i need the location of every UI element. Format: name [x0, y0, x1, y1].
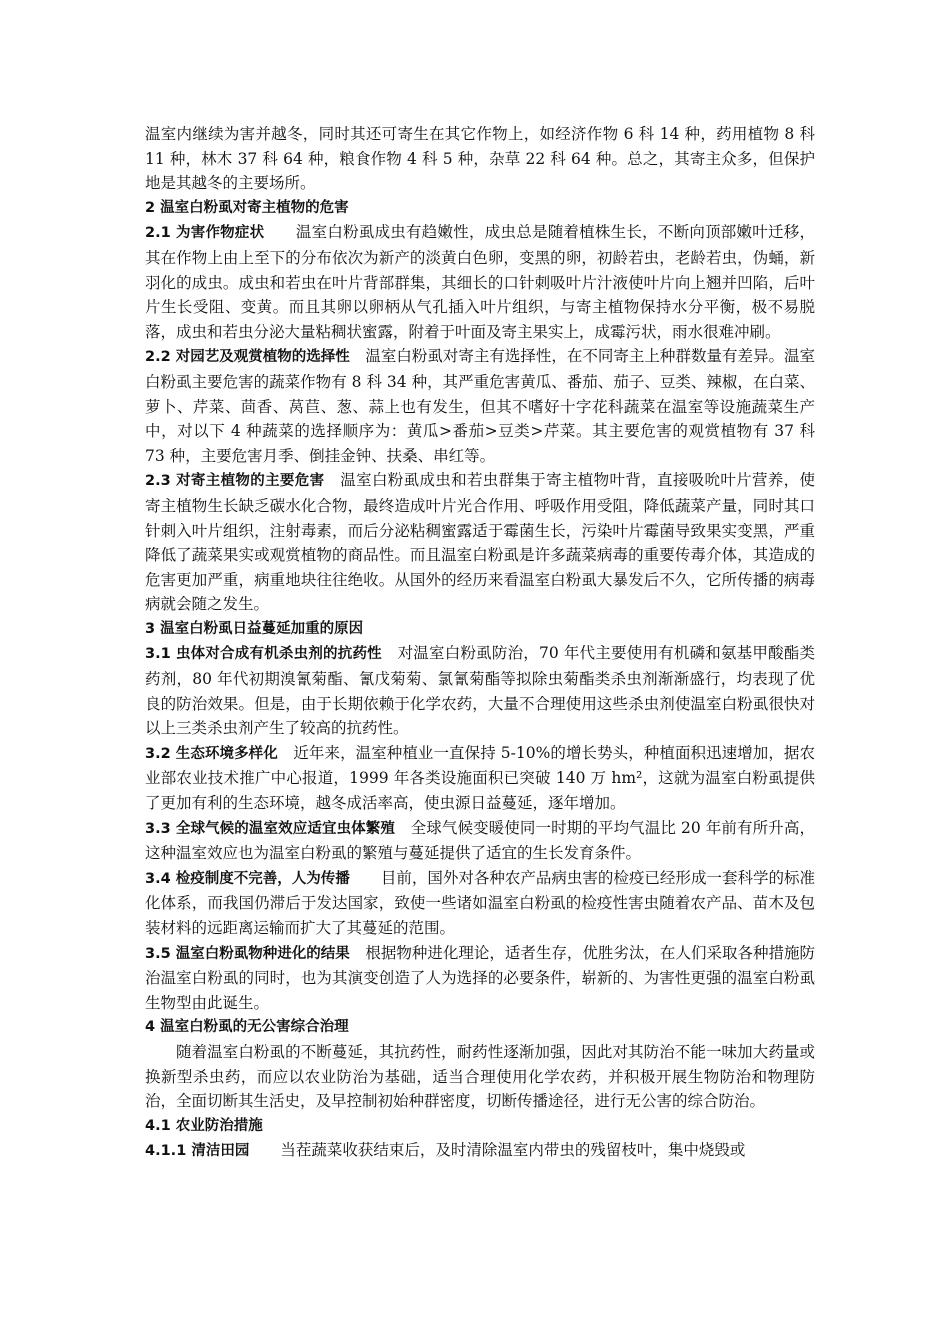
subsection-body-2-1: 温室白粉虱成虫有趋嫩性，成虫总是随着植株生长，不断向顶部嫩叶迁移，其在作物上由上至下的分布依次为新产的淡黄白色卵，变黑的卵，初龄若虫，老龄若虫，伪蛹，新羽化的成虫。成虫和若虫在叶片背部群集，其细长的口针刺吸叶片汁液使叶片向上翘并凹陷，后叶片生长受阻、变黄。而且其卵以卵柄从气孔插入叶片组织，与寄主植物保持水分平衡，极不易脱落，成虫和若虫分泌大量粘稠状蜜露，附着于叶面及寄主果实上，成霉污状，雨水很难冲刷。 [145, 223, 815, 341]
subsection-title-2-1: 2.1 为害作物症状 [145, 225, 265, 242]
subsection-title-3-4: 3.4 检疫制度不完善，人为传播 [145, 870, 350, 887]
subsection-body-3-3: 全球气候变暖使同一时期的平均气温比 20 年前有所升高，这种温室效应也为温室白粉虱的繁殖与蔓延提供了适宜的生长发育条件。 [145, 818, 815, 863]
subsection-body-3-5: 根据物种进化理论，适者生存，优胜劣汰，在人们采取各种措施防治温室白粉虱的同时，也为其演变创造了人为选择的必要条件，崭新的、为害性更强的温室白粉虱生物型由此诞生。 [145, 943, 815, 1012]
paragraph: 温室内继续为害并越冬，同时其还可寄生在其它作物上，如经济作物 6 科 14 种，药用植物 8 科 11 种，林木 37 科 64 种，粮食作物 4 科 5 种，杂草 22 科 64 种。总之，其寄主众多，但保护地是其越冬的主要场所。 [145, 125, 815, 193]
section-heading-4: 4 温室白粉虱的无公害综合治理 [145, 1019, 349, 1036]
subsection-body-2-3: 温室白粉虱成虫和若虫群集于寄主植物叶背，直接吸吮叶片营养，使寄主植物生长缺乏碳水化合物，最终造成叶片光合作用、呼吸作用受阻，降低蔬菜产量，同时其口针刺入叶片组织，注射毒素，而后分泌粘稠蜜露适于霉菌生长，污染叶片霉菌导致果实变黑，严重降低了蔬菜果实或观赏植物的商品性。而且温室白粉虱是许多蔬菜病毒的重要传毒介体，其造成的危害更加严重，病重地块往往绝收。从国外的经历来看温室白粉虱大暴发后不久，它所传播的病毒病就会随之发生。 [145, 471, 816, 614]
paragraph-2-2 [145, 344, 815, 468]
subsection-title-4-1-1: 4.1.1 清洁田园 [145, 1143, 250, 1160]
paragraph-3-3 [145, 816, 815, 866]
subsection-body-3-1: 对温室白粉虱防治，70 年代主要使用有机磷和氨基甲酸酯类药剂，80 年代初期溴氰菊酯、氰戊菊菊、氯氰菊酯等拟除虫菊酯类杀虫剂渐渐盛行，均表现了优良的防治效果。但是，由于长期依赖于化学农药，大量不合理使用这些杀虫剂使温室白粉虱很快对以上三类杀虫剂产生了较高的抗药性。 [145, 644, 816, 738]
subsection-title-3-1: 3.1 虫体对合成有机杀虫剂的抗药性 [145, 646, 382, 663]
subsection-title-2-2: 2.2 对园艺及观赏植物的选择性 [145, 349, 350, 366]
subsection-body-3-4: 目前，国外对各种农产品病虫害的检疫已经形成一套科学的标准化体系，而我国仍滞后于发达国家，致使一些诸如温室白粉虱的检疫性害虫随着农产品、苗木及包装材料的远距离运输而扩大了其蔓延的范围。 [145, 868, 815, 937]
paragraph-3-4 [145, 866, 815, 941]
section-heading-3: 3 温室白粉虱日益蔓延加重的原因 [145, 620, 364, 637]
subsection-title-3-2: 3.2 生态环境多样化 [145, 745, 278, 762]
paragraph-3-1 [145, 641, 815, 740]
subsection-body-3-2: 近年来，温室种植业一直保持 5-10%的增长势头，种植面积迅速增加，据农业部农业技术推广中心报道，1999 年各类设施面积已突破 140 万 hm²，这就为温室白粉虱提供了更加有利的生态环境，越冬成活率高，使虫源日益蔓延，逐年增加。 [145, 743, 816, 813]
paragraph-2-3 [145, 468, 815, 617]
paragraph-3-5 [145, 941, 815, 1016]
paragraph-2-1 [145, 220, 815, 344]
subsection-title-2-3: 2.3 对寄主植物的主要危害 [145, 473, 325, 490]
subsection-body-4-1-1: 当茬蔬菜收获结束后，及时清除温室内带虫的残留枝叶，集中烧毁或 [249, 1141, 746, 1160]
subsection-heading-4-1: 4.1 农业防治措施 [145, 1117, 263, 1134]
subsection-title-3-5: 3.5 温室白粉虱物种进化的结果 [145, 945, 350, 962]
paragraph-3-2 [145, 741, 815, 816]
paragraph-4-intro: 随着温室白粉虱的不断蔓延，其抗药性，耐药性逐渐加强，因此对其防治不能一味加大药量或换新型杀虫药，而应以农业防治为基础，适当合理使用化学农药，并积极开展生物防治和物理防治，全面切断其生活史，及早控制初始种群密度，切断传播途径，进行无公害的综合防治。 [145, 1042, 815, 1111]
subsection-body-2-2: 温室白粉虱对寄主有选择性，在不同寄主上种群数量有差异。温室白粉虱主要危害的蔬菜作物有 8 科 34 种，其严重危害黄瓜、番茄、茄子、豆类、辣椒，在白菜、萝卜、芹菜、茴香、莴苣、葱、蒜上也有发生，但其不嗜好十字花科蔬菜在温室等设施蔬菜生产中，对以下 4 种蔬菜的选择顺序为：黄瓜>番茄>豆类>芹菜。其主要危害的观赏植物有 37 科 73 种，主要危害月季、倒挂金钟、扶桑、串红等。 [145, 347, 815, 465]
paragraph-4-1-1 [145, 1138, 815, 1164]
document-page [145, 122, 815, 1164]
subsection-title-3-3: 3.3 全球气候的温室效应适宜虫体繁殖 [145, 820, 396, 837]
section-heading-2: 2 温室白粉虱对寄主植物的危害 [145, 199, 349, 216]
